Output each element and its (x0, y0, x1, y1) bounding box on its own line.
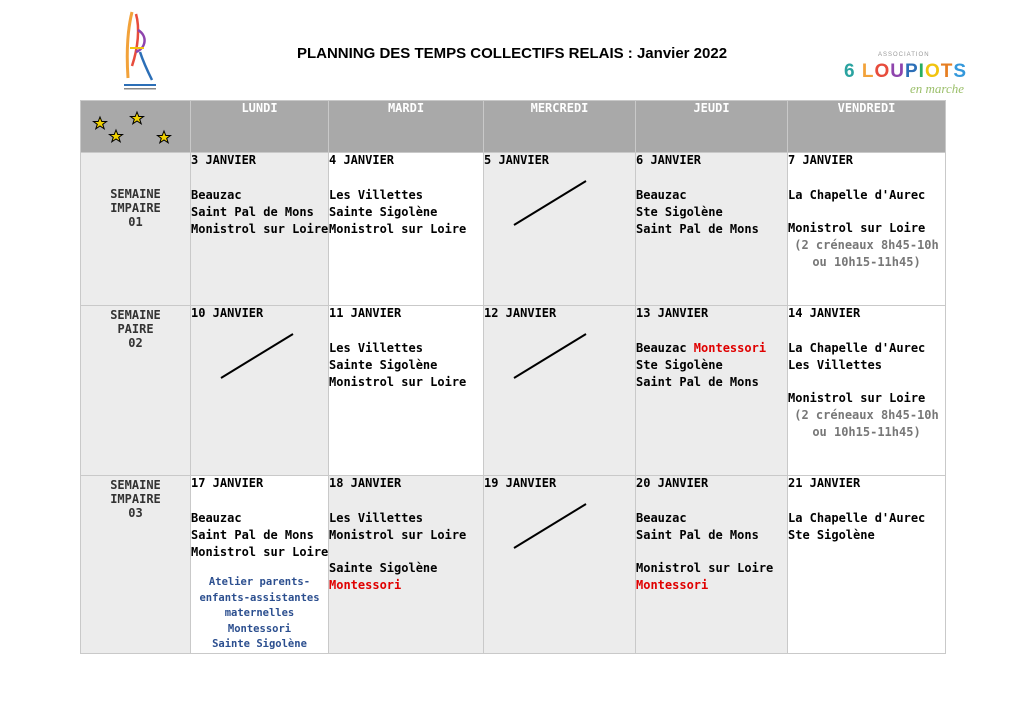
location-text: La Chapelle d'Aurec (788, 511, 926, 525)
montessori-tag: Montessori (686, 341, 767, 355)
location-line (788, 187, 945, 204)
day-cell-mardi (329, 306, 484, 476)
date-label: 10 JANVIER (191, 306, 264, 320)
date-label: 19 JANVIER (484, 476, 557, 490)
date-label: 21 JANVIER (788, 476, 861, 490)
location-text: Monistrol sur Loire (788, 391, 926, 405)
location-line (329, 560, 483, 577)
spacer (191, 171, 328, 187)
location-line (191, 187, 328, 204)
day-header-jeudi: JEUDI (636, 101, 788, 153)
location-line (329, 357, 483, 374)
location-text: Saint Pal de Mons (636, 222, 759, 236)
spacer (788, 171, 945, 187)
spacer (329, 171, 483, 187)
location-line (191, 527, 328, 544)
location-text: Les Villettes (788, 358, 882, 372)
logo-name: 6 LOUPIOTS (844, 61, 968, 82)
location-text: Beauzac (636, 341, 687, 355)
location-text: La Chapelle d'Aurec (788, 341, 926, 355)
no-session-slash (510, 500, 590, 552)
day-cell-jeudi (636, 153, 788, 306)
week-label (81, 153, 191, 306)
date-label: 13 JANVIER (636, 306, 709, 320)
day-cell-mercredi (484, 153, 636, 306)
date-label: 18 JANVIER (329, 476, 402, 490)
week-label (81, 306, 191, 476)
no-session-slash (510, 330, 590, 382)
no-session-slash (510, 177, 590, 229)
day-cell-lundi (191, 476, 329, 654)
location-text: Sainte Sigolène (329, 561, 438, 575)
no-session-slash (217, 330, 297, 382)
day-cell-lundi (191, 306, 329, 476)
location-text: Saint Pal de Mons (636, 375, 759, 389)
location-line (636, 510, 787, 527)
date-label: 20 JANVIER (636, 476, 709, 490)
location-line (636, 374, 787, 391)
week-label-line: IMPAIRE (110, 201, 161, 215)
location-text: Les Villettes (329, 511, 423, 525)
location-text: Monistrol sur Loire (191, 545, 329, 559)
location-text: Ste Sigolène (788, 528, 875, 542)
day-header-vendredi: VENDREDI (788, 101, 946, 153)
location-line (636, 340, 787, 357)
montessori-tag: Montessori (329, 578, 402, 592)
location-line (788, 390, 945, 407)
spacer (191, 494, 328, 510)
planning-table (80, 100, 946, 654)
location-line (329, 510, 483, 527)
location-text: Beauzac (636, 188, 687, 202)
location-line (191, 204, 328, 221)
location-line (788, 220, 945, 237)
location-text: Les Villettes (329, 188, 423, 202)
spacer (636, 544, 787, 560)
day-cell-lundi (191, 153, 329, 306)
location-text: La Chapelle d'Aurec (788, 188, 926, 202)
date-label: 5 JANVIER (484, 153, 550, 167)
week-label-line: PAIRE (117, 322, 154, 336)
week-label-line: 01 (128, 215, 143, 229)
spacer (636, 171, 787, 187)
location-line (329, 374, 483, 391)
atelier-line: Atelier parents- (208, 576, 311, 588)
day-cell-mercredi (484, 306, 636, 476)
day-header-lundi: LUNDI (191, 101, 329, 153)
location-line (636, 204, 787, 221)
date-label: 14 JANVIER (788, 306, 861, 320)
date-label: 3 JANVIER (191, 153, 257, 167)
atelier-note (191, 575, 328, 653)
date-label: 6 JANVIER (636, 153, 702, 167)
location-text: Saint Pal de Mons (191, 205, 314, 219)
spacer (329, 494, 483, 510)
day-cell-vendredi (788, 306, 946, 476)
loupiots-logo: ASSOCIATION 6 LOUPIOTS en marche (844, 52, 968, 96)
week-row (81, 476, 946, 654)
location-line (636, 357, 787, 374)
spacer (329, 324, 483, 340)
location-text: Ste Sigolène (636, 205, 723, 219)
location-line (636, 577, 787, 594)
location-line (788, 527, 945, 544)
day-cell-jeudi (636, 306, 788, 476)
week-label (81, 476, 191, 654)
location-text: Les Villettes (329, 341, 423, 355)
location-text: Ste Sigolène (636, 358, 723, 372)
location-line (636, 560, 787, 577)
location-line (636, 221, 787, 238)
schedule-note: (2 créneaux 8h45-10h (794, 408, 939, 422)
location-line (329, 527, 483, 544)
location-line (329, 221, 483, 238)
spacer (788, 204, 945, 220)
location-text: Monistrol sur Loire (329, 528, 467, 542)
week-label-line: IMPAIRE (110, 492, 161, 506)
day-cell-mercredi (484, 476, 636, 654)
page-title: PLANNING DES TEMPS COLLECTIFS RELAIS : Janvier 2022 (296, 45, 728, 62)
location-line (191, 544, 328, 561)
location-line (329, 187, 483, 204)
location-line (636, 527, 787, 544)
day-cell-vendredi (788, 476, 946, 654)
corner-cell (81, 101, 191, 153)
spacer (788, 374, 945, 390)
location-text: Saint Pal de Mons (636, 528, 759, 542)
location-line (788, 340, 945, 357)
montessori-tag: Montessori (636, 578, 709, 592)
day-cell-vendredi (788, 153, 946, 306)
location-line (329, 204, 483, 221)
schedule-note: ou 10h15-11h45) (812, 255, 921, 269)
spacer (788, 494, 945, 510)
location-line (329, 340, 483, 357)
spacer (788, 324, 945, 340)
header-row (81, 101, 946, 153)
location-text: Monistrol sur Loire (191, 222, 329, 236)
spacer (329, 544, 483, 560)
location-text: Sainte Sigolène (329, 205, 438, 219)
week-label-line: SEMAINE (110, 187, 161, 201)
location-text: Saint Pal de Mons (191, 528, 314, 542)
schedule-note: ou 10h15-11h45) (812, 425, 921, 439)
location-text: Monistrol sur Loire (636, 561, 774, 575)
location-text: Beauzac (191, 511, 242, 525)
week-row (81, 306, 946, 476)
day-cell-mardi (329, 153, 484, 306)
atelier-line: enfants-assistantes (199, 591, 320, 604)
location-line (191, 221, 328, 238)
location-text: Monistrol sur Loire (788, 221, 926, 235)
atelier-line: maternelles Montessori (224, 607, 295, 635)
date-label: 4 JANVIER (329, 153, 395, 167)
week-label-line: 02 (128, 336, 143, 350)
location-line (636, 187, 787, 204)
date-label: 11 JANVIER (329, 306, 402, 320)
day-header-mercredi: MERCREDI (484, 101, 636, 153)
location-text: Monistrol sur Loire (329, 375, 467, 389)
location-text: Monistrol sur Loire (329, 222, 467, 236)
location-line (191, 510, 328, 527)
location-line (329, 577, 483, 594)
location-line (788, 510, 945, 527)
week-label-line: SEMAINE (110, 478, 161, 492)
location-text: Sainte Sigolène (329, 358, 438, 372)
stars-icon (91, 109, 181, 149)
date-label: 7 JANVIER (788, 153, 854, 167)
week-row (81, 153, 946, 306)
location-line (788, 357, 945, 374)
day-cell-mardi (329, 476, 484, 654)
location-text: Beauzac (636, 511, 687, 525)
date-label: 12 JANVIER (484, 306, 557, 320)
day-header-mardi: MARDI (329, 101, 484, 153)
schedule-note: (2 créneaux 8h45-10h (794, 238, 939, 252)
spacer (636, 324, 787, 340)
date-label: 17 JANVIER (191, 476, 264, 490)
day-cell-jeudi (636, 476, 788, 654)
spacer (636, 494, 787, 510)
week-label-line: SEMAINE (110, 308, 161, 322)
week-label-line: 03 (128, 506, 143, 520)
location-text: Beauzac (191, 188, 242, 202)
relais-logo (118, 8, 162, 94)
atelier-line: Sainte Sigolène (212, 638, 307, 650)
